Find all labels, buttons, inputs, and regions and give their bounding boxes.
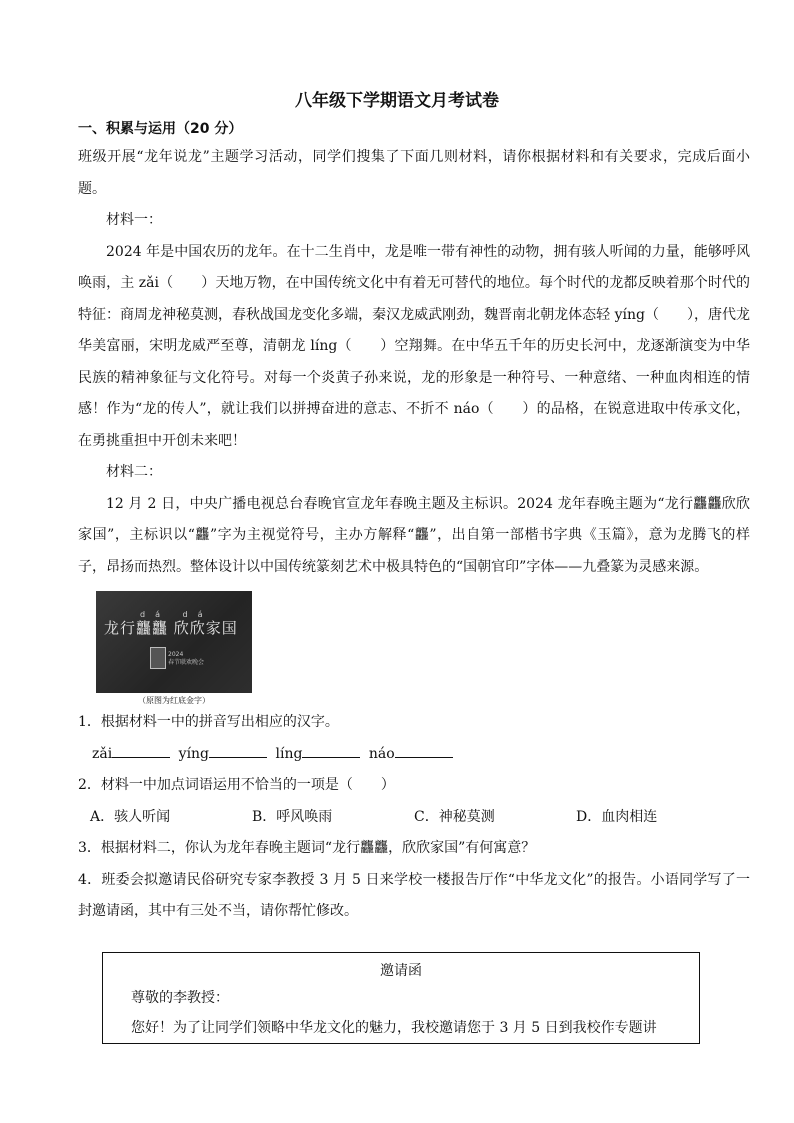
question-4: 4．班委会拟邀请民俗研究专家李教授 3 月 5 日来学校一楼报告厅作“中华龙文化”的报告。小语同学写了一封邀请函，其中有三处不当，请你帮忙修改。 bbox=[78, 871, 750, 919]
exam-body bbox=[78, 142, 750, 928]
question-2-options bbox=[78, 802, 750, 834]
intro-paragraph: 班级开展“龙年说龙”主题学习活动，同学们搜集了下面几则材料，请你根据材料和有关要求，完成后面小题。 bbox=[78, 149, 750, 197]
exam-title: 八年级下学期语文月考试卷 bbox=[295, 91, 499, 111]
letter-body-line: 您好！为了让同学们领略中华龙文化的魅力，我校邀请您于 3 月 5 日到我校作专题讲 bbox=[131, 1020, 657, 1036]
question-3: 3．根据材料二，你认为龙年春晚主题词“龙行龘龘，欣欣家国”有何寓意？ bbox=[78, 840, 536, 856]
material1-text: 2024 年是中国农历的龙年。在十二生肖中，龙是唯一带有神性的动物，拥有骇人听闻的力量，能够呼风唤雨，主 zǎi（ ）天地万物，在中国传统文化中有着无可替代的地位。每个时代的龙都反映着那个时代的特征：商周龙神秘莫测，春秋战国龙变化多端，秦汉龙威武刚劲，魏晋南北朝龙体态轻 yíng（ ），唐代龙华美富丽，宋明龙威严至尊，清朝龙 líng（ ）空翔舞。在中华五千年的历史长河中，龙逐渐演变为中华民族的精神象征与文化符号。对每一个炎黄子孙来说，龙的形象是一种符号、一种意绪、一种血肉相连的情感！作为“龙的传人”，就让我们以拼搏奋进的意志、不折不 náo（ ）的品格，在锐意进取中传承文化，在勇挑重担中开创未来吧！ bbox=[78, 243, 750, 449]
answer-blank[interactable] bbox=[209, 741, 267, 758]
blank-label: líng bbox=[275, 745, 303, 762]
figure-subtitle: 2024 春节联欢晚会 bbox=[168, 651, 205, 666]
seal-logo-icon bbox=[150, 647, 166, 669]
blank-label: zǎi bbox=[92, 745, 113, 762]
question-1: 1．根据材料一中的拼音写出相应的汉字。 bbox=[78, 714, 339, 730]
section-heading: 一、积累与运用（20 分） bbox=[78, 121, 243, 137]
blank-label: náo bbox=[368, 745, 395, 762]
option-d[interactable]: D．血肉相连 bbox=[576, 808, 658, 825]
answer-blank[interactable] bbox=[112, 741, 170, 758]
option-a[interactable]: A．骇人听闻 bbox=[90, 808, 171, 825]
blank-label: yíng bbox=[178, 745, 210, 762]
spring-gala-figure bbox=[96, 591, 252, 707]
answer-blank[interactable] bbox=[302, 741, 360, 758]
material2-label: 材料二： bbox=[106, 464, 162, 480]
question-2: 2．材料一中加点词语运用不恰当的一项是（ ） bbox=[78, 777, 395, 793]
answer-blank[interactable] bbox=[395, 741, 453, 758]
material1-label: 材料一： bbox=[106, 212, 162, 228]
figure-slogan: 龙行龘龘 欣欣家国 bbox=[104, 619, 238, 637]
figure-caption: （原图为红底金字） bbox=[138, 696, 210, 705]
invitation-letter-box bbox=[102, 952, 700, 1044]
spring-gala-logo-image bbox=[96, 591, 252, 693]
option-c[interactable]: C．神秘莫测 bbox=[414, 808, 495, 825]
option-b[interactable]: B．呼风唤雨 bbox=[252, 808, 333, 825]
letter-title: 邀请函 bbox=[380, 963, 422, 979]
letter-salutation: 尊敬的李教授： bbox=[131, 990, 229, 1006]
figure-pinyin: dá dá bbox=[140, 610, 213, 619]
question-1-blanks bbox=[78, 739, 750, 771]
material2-text: 12 月 2 日，中央广播电视总台春晚官宣龙年春晚主题及主标识。2024 龙年春晚主题为“龙行龘龘欣欣家国”，主标识以“龘”字为主视觉符号，主办方解释“龘”，出自第一部楷书字典《玉篇》，意为龙腾飞的样子，昂扬而热烈。整体设计以中国传统篆刻艺术中极具特色的“国朝官印”字体——九叠篆为灵感来源。 bbox=[78, 495, 750, 575]
